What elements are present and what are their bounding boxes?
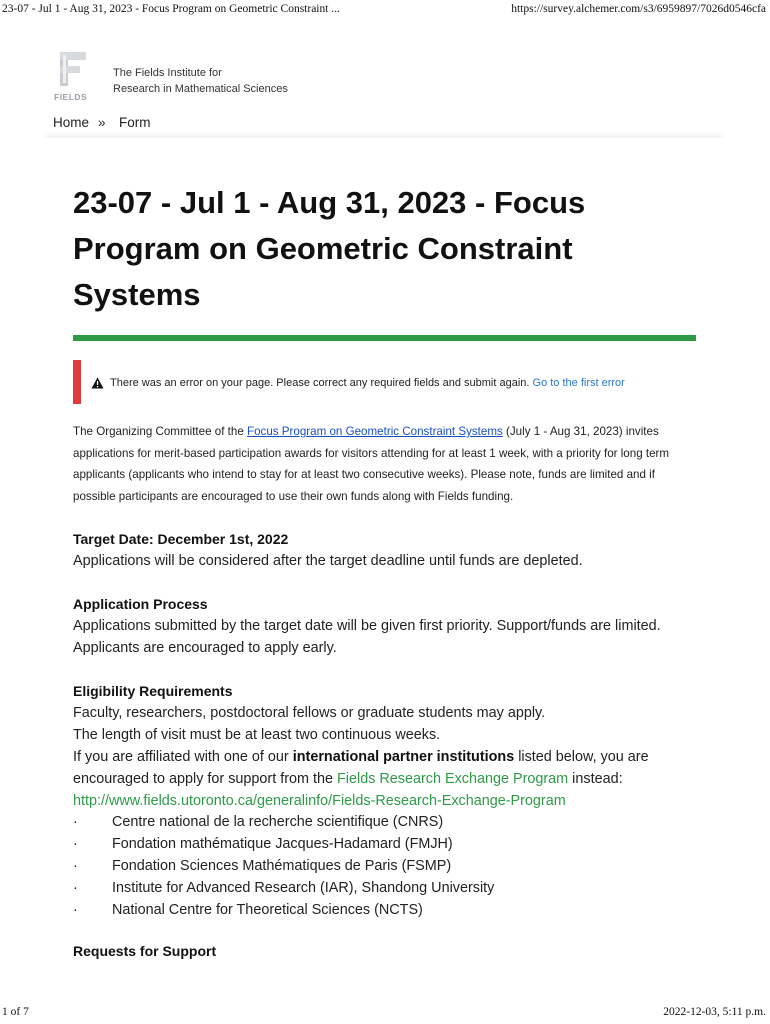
institution-name: Centre national de la recherche scientifique (CNRS) (112, 814, 444, 830)
error-alert-bar (73, 360, 81, 404)
site-name-line1: The Fields Institute for (113, 67, 222, 79)
eligibility-line3-a: If you are affiliated with one of our (73, 749, 293, 765)
print-footer (0, 1006, 770, 1024)
print-header (0, 0, 770, 18)
print-date: 2022-12-03, 5:11 p.m. (663, 1006, 766, 1018)
focus-program-link[interactable]: Focus Program on Geometric Constraint Systems (247, 425, 503, 438)
bullet: · (73, 858, 78, 874)
exchange-program-link[interactable]: Fields Research Exchange Program (337, 771, 569, 787)
print-header-title: 23-07 - Jul 1 - Aug 31, 2023 - Focus Program on Geometric Constraint ... (2, 3, 340, 15)
list-item (73, 811, 693, 833)
site-name-line2: Research in Mathematical Sciences (113, 83, 288, 95)
breadcrumb (44, 114, 724, 138)
intro-paragraph (73, 421, 693, 507)
list-item (73, 899, 693, 921)
target-date-heading: Target Date: December 1st, 2022 (73, 531, 289, 547)
intro-text-before: The Organizing Committee of the (73, 425, 247, 438)
eligibility-text (73, 702, 693, 812)
breadcrumb-current: Form (119, 115, 151, 130)
logo-caption: FIELDS (54, 92, 88, 102)
institution-name: Institute for Advanced Research (IAR), Shandong University (112, 880, 495, 896)
title-divider (73, 335, 696, 341)
eligibility-line2: The length of visit must be at least two continuous weeks. (73, 727, 441, 743)
warning-icon (91, 377, 104, 389)
eligibility-heading: Eligibility Requirements (73, 683, 233, 699)
list-item (73, 833, 693, 855)
error-message-text: There was an error on your page. Please correct any required fields and submit again. (110, 377, 530, 389)
print-header-url: https://survey.alchemer.com/s3/6959897/7026d0546cfa (511, 3, 766, 15)
bullet: · (73, 902, 78, 918)
site-name (113, 65, 288, 97)
fields-f-logo-icon (52, 48, 96, 92)
page-title: 23-07 - Jul 1 - Aug 31, 2023 - Focus Program on Geometric Constraint Systems (73, 185, 586, 312)
requests-heading: Requests for Support (73, 943, 217, 959)
eligibility-line1: Faculty, researchers, postdoctoral fellows or graduate students may apply. (73, 705, 546, 721)
error-message (110, 377, 625, 389)
first-error-link[interactable]: Go to the first error (532, 377, 625, 389)
partner-institutions-label: international partner institutions (292, 749, 515, 765)
target-date-text: Applications will be considered after the target deadline until funds are depleted. (73, 553, 583, 569)
page-counter: 1 of 7 (2, 1006, 29, 1018)
error-alert (73, 360, 693, 404)
institution-name: Fondation Sciences Mathématiques de Paris (FSMP) (112, 858, 452, 874)
intro-text-after: (July 1 - Aug 31, 2023) invites applications for merit-based participation awards for visitors attending for at least 1 week, with a priority for long term applicants (applicants who intend to stay for at least two consecutive weeks). Please note, funds are limited and if possible participants are encouraged to use their own funds along with Fields funding. (73, 425, 670, 503)
list-item (73, 877, 693, 899)
eligibility-line3-c: instead: (568, 771, 623, 787)
eligibility-line3-b: listed below, you are encouraged to apply for support from the (73, 749, 649, 787)
bullet: · (73, 880, 78, 896)
bullet: · (73, 836, 78, 852)
exchange-program-url[interactable]: http://www.fields.utoronto.ca/generalinfo/Fields-Research-Exchange-Program (73, 793, 566, 809)
institution-name: National Centre for Theoretical Sciences (NCTS) (112, 902, 423, 918)
application-process-text: Applications submitted by the target date will be given first priority. Support/funds are limited. Applicants are encouraged to apply early. (73, 618, 661, 656)
eligibility-line3 (73, 746, 693, 790)
fields-logo[interactable] (52, 48, 96, 102)
application-process-heading: Application Process (73, 596, 208, 612)
bullet: · (73, 814, 78, 830)
breadcrumb-home[interactable]: Home (53, 115, 90, 130)
site-header (52, 48, 732, 104)
institution-name: Fondation mathématique Jacques-Hadamard (FMJH) (112, 836, 453, 852)
partner-institutions-list (73, 811, 693, 921)
breadcrumb-separator: » (98, 115, 106, 130)
list-item (73, 855, 693, 877)
